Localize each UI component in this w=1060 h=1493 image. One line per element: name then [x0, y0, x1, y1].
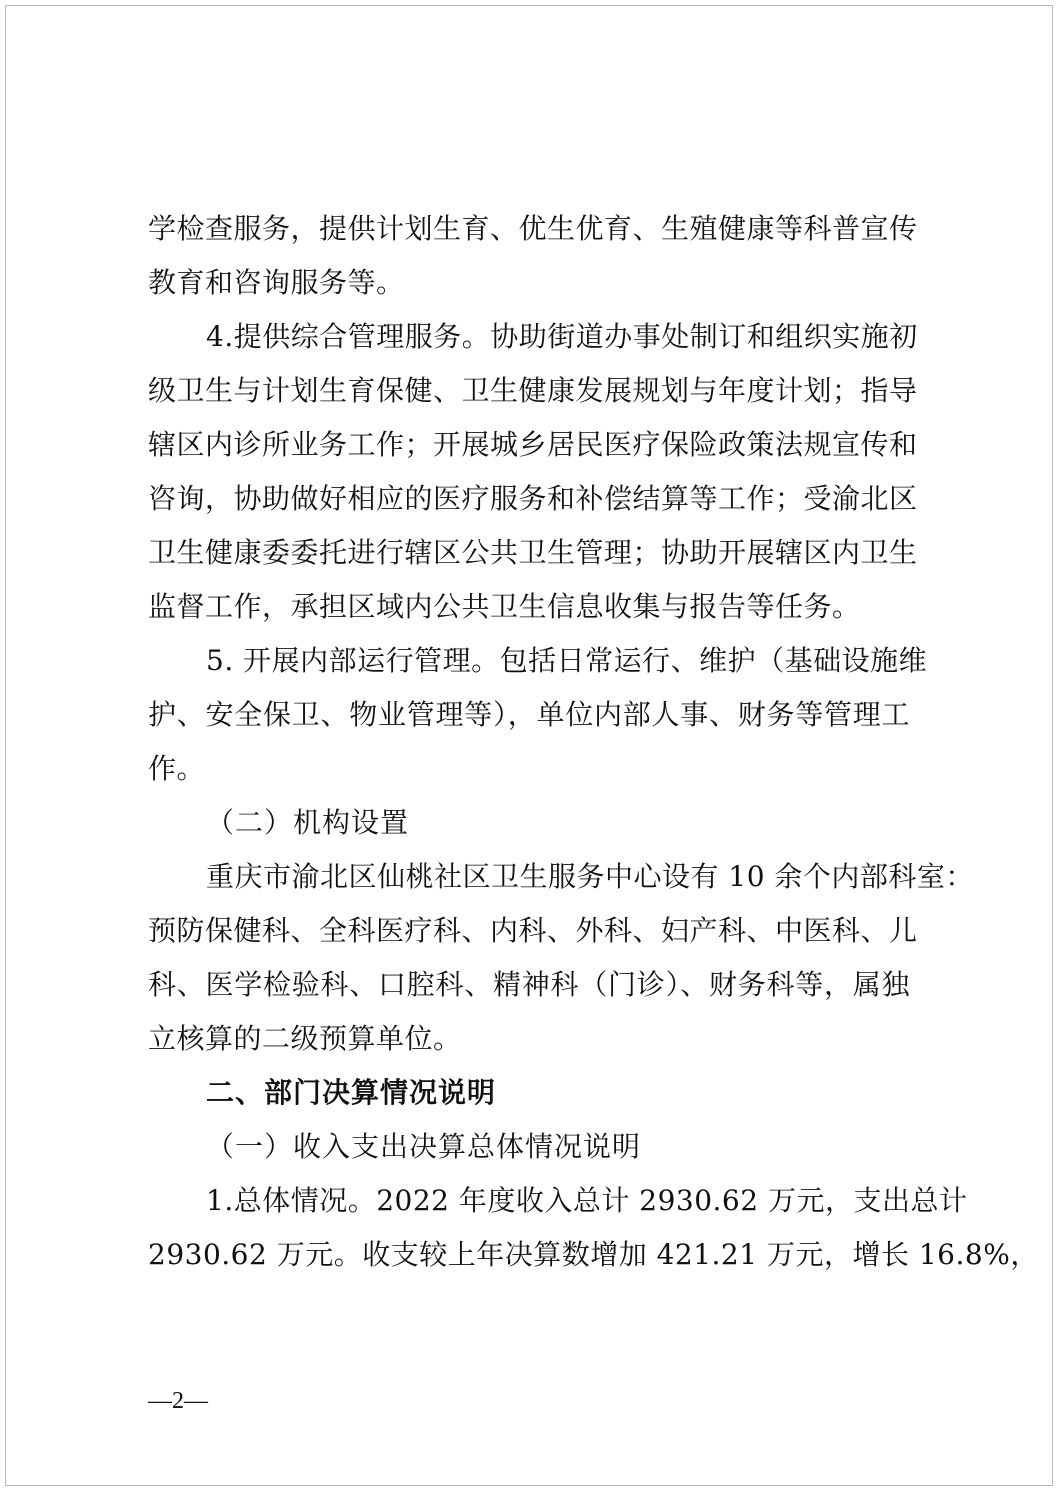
document-body	[148, 202, 1039, 1282]
body-line: 5. 开展内部运行管理。包括日常运行、维护（基础设施维	[206, 644, 928, 677]
body-line: 4.提供综合管理服务。协助街道办事处制订和组织实施初	[206, 320, 918, 353]
document-page	[5, 5, 1053, 1486]
body-line: 作。	[148, 752, 206, 785]
body-line: 2930.62 万元。收支较上年决算数增加 421.21 万元，增长 16.8%，	[148, 1238, 1039, 1271]
page-number: —2—	[148, 1388, 208, 1414]
section-heading: （二）机构设置	[206, 806, 410, 839]
body-line: 1.总体情况。2022 年度收入总计 2930.62 万元，支出总计	[206, 1184, 968, 1217]
body-line: 科、医学检验科、口腔科、精神科（门诊）、财务科等，属独	[148, 968, 910, 1001]
body-line: 立核算的二级预算单位。	[148, 1022, 462, 1055]
body-line: 教育和咨询服务等。	[148, 266, 405, 299]
body-line: 学检查服务，提供计划生育、优生优育、生殖健康等科普宣传	[148, 212, 918, 245]
body-line: 咨询，协助做好相应的医疗服务和补偿结算等工作；受渝北区	[148, 482, 918, 515]
body-line: 监督工作，承担区域内公共卫生信息收集与报告等任务。	[148, 590, 861, 623]
body-line: 辖区内诊所业务工作；开展城乡居民医疗保险政策法规宣传和	[148, 428, 918, 461]
body-line: 护、安全保卫、物业管理等），单位内部人事、财务等管理工	[148, 698, 910, 731]
body-line: 卫生健康委委托进行辖区公共卫生管理；协助开展辖区内卫生	[148, 536, 918, 569]
body-line: 级卫生与计划生育保健、卫生健康发展规划与年度计划；指导	[148, 374, 918, 407]
section-heading: （一）收入支出决算总体情况说明	[206, 1130, 642, 1163]
body-line: 重庆市渝北区仙桃社区卫生服务中心设有 10 余个内部科室：	[206, 860, 974, 893]
chapter-heading: 二、部门决算情况说明	[206, 1076, 497, 1109]
body-line: 预防保健科、全科医疗科、内科、外科、妇产科、中医科、儿	[148, 914, 918, 947]
